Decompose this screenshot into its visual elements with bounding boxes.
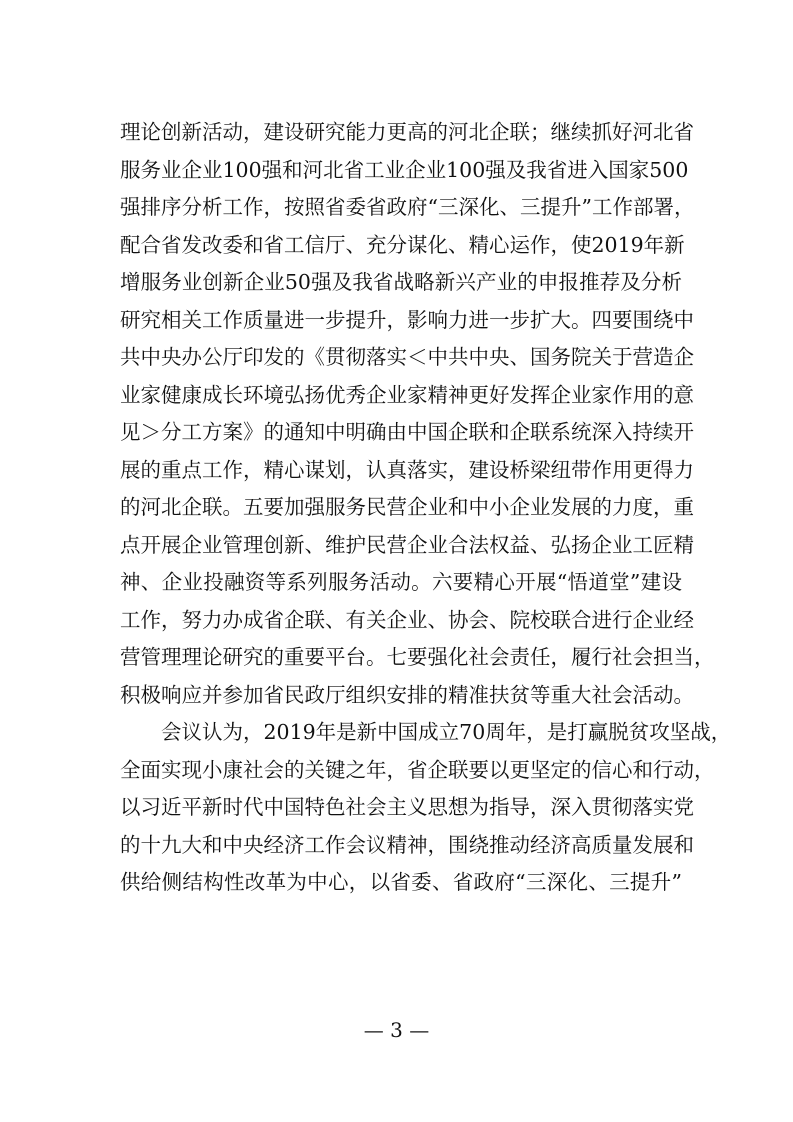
text-line: 见＞分工方案》的通知中明确由中国企联和企联系统深入持续开: [120, 420, 694, 444]
body-text: [120, 114, 732, 902]
text-line: 强排序分析工作，按照省委省政府“三深化、三提升”工作部署，: [120, 195, 695, 219]
text-line: 理论创新活动，建设研究能力更高的河北企联；继续抓好河北省: [120, 120, 694, 144]
paragraph-1: [120, 114, 715, 714]
text-line: 供给侧结构性改革为中心，以省委、省政府“三深化、三提升”: [120, 870, 682, 894]
text-line: 业家健康成长环境弘扬优秀企业家精神更好发挥企业家作用的意: [120, 382, 694, 407]
text-line: 积极响应并参加省民政厅组织安排的精准扶贫等重大社会活动。: [120, 682, 694, 707]
text-line: 神、企业投融资等系列服务活动。六要精心开展“悟道堂”建设: [120, 570, 682, 594]
text-line: 共中央办公厅印发的《贯彻落实＜中共中央、国务院关于营造企: [120, 345, 694, 369]
text-line: 研究相关工作质量进一步提升，影响力进一步扩大。四要围绕中: [120, 307, 694, 332]
text-line: 全面实现小康社会的关键之年，省企联要以更坚定的信心和行动，: [120, 757, 715, 782]
text-line: 展的重点工作，精心谋划，认真落实，建设桥梁纽带作用更得力: [120, 457, 694, 482]
text-line: 的十九大和中央经济工作会议精神，围绕推动经济高质量发展和: [120, 832, 694, 857]
text-line: 营管理理论研究的重要平台。七要强化社会责任，履行社会担当，: [120, 645, 715, 669]
text-line: 以习近平新时代中国特色社会主义思想为指导，深入贯彻落实党: [120, 795, 694, 819]
paragraph-2: [120, 714, 732, 902]
text-line: 会议认为，2019年是新中国成立70周年，是打赢脱贫攻坚战，: [161, 720, 732, 744]
text-line: 点开展企业管理创新、维护民营企业合法权益、弘扬企业工匠精: [120, 532, 694, 557]
text-line: 工作，努力办成省企联、有关企业、协会、院校联合进行企业经: [120, 607, 694, 632]
text-line: 增服务业创新企业50强及我省战略新兴产业的申报推荐及分析: [120, 270, 682, 294]
text-line: 的河北企联。五要加强服务民营企业和中小企业发展的力度，重: [120, 495, 694, 519]
text-line: 服务业企业100强和河北省工业企业100强及我省进入国家500: [120, 157, 689, 182]
page-number: — 3 —: [363, 1018, 430, 1042]
text-line: 配合省发改委和省工信厅、充分谋化、精心运作，使2019年新: [120, 232, 685, 257]
